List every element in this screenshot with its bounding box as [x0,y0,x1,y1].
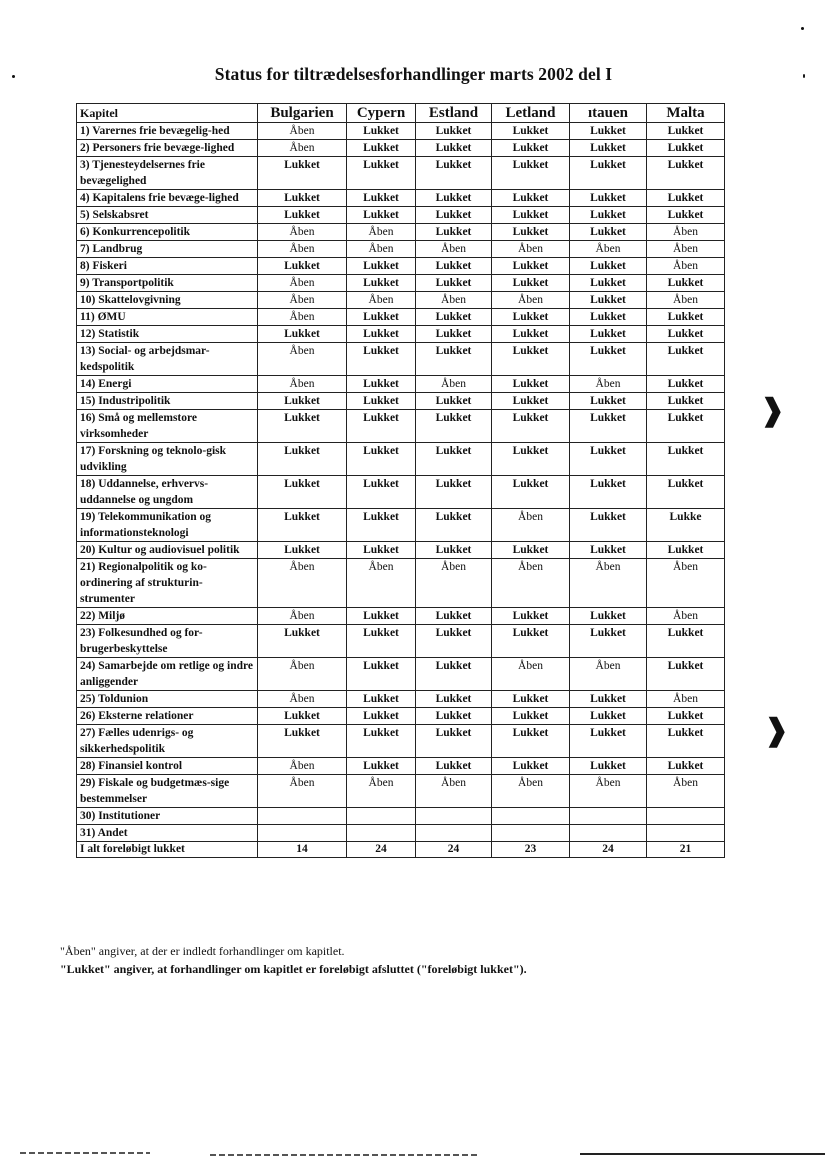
chapter-label: 20) Kultur og audiovisuel politik [77,542,258,559]
status-cell-cypern: Lukket [347,190,416,207]
status-cell-malta: Lukket [647,207,725,224]
status-cell-letland: Lukket [492,410,570,443]
footnote-lukket: "Lukket" angiver, at forhandlinger om kapitlet er foreløbigt afsluttet ("foreløbigt lukket"). [60,962,527,976]
status-cell-cypern: Lukket [347,410,416,443]
status-cell-letland: Lukket [492,157,570,190]
table-row [77,509,725,542]
total-cell-estland: 24 [416,842,492,858]
chapter-label: 26) Eksterne relationer [77,708,258,725]
status-cell-litauen: Lukket [570,309,647,326]
status-cell-litauen: Lukket [570,608,647,625]
status-cell-letland: Lukket [492,476,570,509]
total-label: I alt foreløbigt lukket [77,842,258,858]
status-cell-bulgarien: Lukket [258,393,347,410]
status-cell-bulgarien: Lukket [258,625,347,658]
status-cell-cypern: Lukket [347,542,416,559]
table-row [77,443,725,476]
status-cell-bulgarien [258,808,347,825]
status-cell-letland: Lukket [492,309,570,326]
status-cell-estland: Lukket [416,309,492,326]
status-cell-estland: Lukket [416,691,492,708]
status-cell-malta: Åben [647,241,725,258]
chapter-label: 16) Små og mellemstore virksomheder [77,410,258,443]
status-cell-malta: Lukket [647,275,725,292]
status-cell-cypern: Lukket [347,708,416,725]
status-cell-letland: Lukket [492,725,570,758]
chapter-label: 8) Fiskeri [77,258,258,275]
status-cell-letland: Lukket [492,275,570,292]
status-cell-cypern: Åben [347,224,416,241]
status-cell-estland: Lukket [416,258,492,275]
status-cell-litauen: Åben [570,241,647,258]
status-cell-malta: Åben [647,559,725,608]
punch-hole-mark: ❱ [760,394,786,427]
chapter-label: 11) ØMU [77,309,258,326]
status-cell-cypern: Lukket [347,275,416,292]
chapter-label: 4) Kapitalens frie bevæge-lighed [77,190,258,207]
status-cell-estland: Lukket [416,123,492,140]
chapter-label: 17) Forskning og teknolo-gisk udvikling [77,443,258,476]
status-cell-malta: Åben [647,691,725,708]
chapter-label: 23) Folkesundhed og for-brugerbeskyttelse [77,625,258,658]
status-cell-bulgarien: Lukket [258,326,347,343]
status-cell-cypern: Åben [347,292,416,309]
chapter-label: 27) Fælles udenrigs- og sikkerhedspolitik [77,725,258,758]
status-cell-letland: Lukket [492,207,570,224]
status-cell-bulgarien: Åben [258,292,347,309]
status-cell-litauen: Lukket [570,140,647,157]
status-cell-bulgarien: Åben [258,241,347,258]
status-cell-malta: Åben [647,608,725,625]
column-header-letland: Letland [492,104,570,123]
status-cell-cypern: Lukket [347,658,416,691]
status-cell-cypern: Lukket [347,443,416,476]
status-cell-estland: Lukket [416,658,492,691]
table-header-row [77,104,725,123]
status-cell-malta: Åben [647,258,725,275]
status-cell-estland: Lukket [416,625,492,658]
column-header-cypern: Cypern [347,104,416,123]
status-cell-malta [647,825,725,842]
punch-hole-mark: ❱ [764,714,790,747]
chapter-label: 3) Tjenesteydelsernes frie bevægelighed [77,157,258,190]
status-cell-malta: Lukket [647,708,725,725]
status-cell-litauen: Lukket [570,758,647,775]
table-row [77,758,725,775]
table-row [77,326,725,343]
status-cell-bulgarien: Åben [258,123,347,140]
status-cell-bulgarien: Lukket [258,476,347,509]
status-cell-litauen: Åben [570,775,647,808]
status-cell-letland: Åben [492,241,570,258]
status-cell-letland: Åben [492,292,570,309]
status-cell-litauen: Lukket [570,410,647,443]
status-cell-letland: Lukket [492,443,570,476]
chapter-label: 21) Regionalpolitik og ko-ordinering af strukturin-strumenter [77,559,258,608]
page-title: Status for tiltrædelsesforhandlinger marts 2002 del I [214,64,613,84]
table-row [77,625,725,658]
status-cell-estland: Lukket [416,224,492,241]
table-row [77,808,725,825]
footnote-aaben: "Åben" angiver, at der er indledt forhandlinger om kapitlet. [60,944,345,958]
table-row [77,207,725,224]
table-row [77,241,725,258]
status-cell-letland: Lukket [492,608,570,625]
status-cell-estland: Lukket [416,443,492,476]
status-cell-letland: Lukket [492,625,570,658]
status-cell-bulgarien: Lukket [258,509,347,542]
status-cell-estland: Lukket [416,157,492,190]
table-row [77,292,725,309]
status-cell-malta: Lukket [647,410,725,443]
status-cell-litauen: Lukket [570,157,647,190]
scan-speck [12,75,15,78]
chapter-label: 7) Landbrug [77,241,258,258]
status-cell-cypern: Lukket [347,476,416,509]
status-cell-estland [416,825,492,842]
status-cell-litauen: Lukket [570,725,647,758]
column-header-litauen: ıtauen [570,104,647,123]
status-cell-malta: Lukket [647,343,725,376]
status-cell-litauen: Lukket [570,190,647,207]
chapter-label: 6) Konkurrencepolitik [77,224,258,241]
status-cell-bulgarien: Lukket [258,207,347,224]
status-cell-estland: Lukket [416,410,492,443]
status-cell-litauen: Åben [570,376,647,393]
status-cell-litauen: Lukket [570,207,647,224]
table-row [77,393,725,410]
status-cell-letland: Lukket [492,190,570,207]
status-cell-cypern: Lukket [347,608,416,625]
status-cell-cypern: Åben [347,559,416,608]
status-cell-estland [416,808,492,825]
total-row [77,842,725,858]
status-cell-litauen: Lukket [570,542,647,559]
table-row [77,343,725,376]
chapter-label: 5) Selskabsret [77,207,258,224]
status-cell-letland: Lukket [492,542,570,559]
status-cell-malta: Lukket [647,542,725,559]
status-cell-litauen: Lukket [570,476,647,509]
status-cell-malta: Lukket [647,123,725,140]
scan-edge-line [210,1154,480,1156]
status-cell-cypern: Lukket [347,376,416,393]
table-row [77,708,725,725]
status-cell-bulgarien: Lukket [258,708,347,725]
status-cell-litauen: Lukket [570,258,647,275]
status-cell-bulgarien: Åben [258,559,347,608]
status-cell-litauen [570,808,647,825]
status-cell-letland: Lukket [492,758,570,775]
status-cell-letland: Åben [492,509,570,542]
status-cell-litauen: Lukket [570,708,647,725]
table-row [77,309,725,326]
status-cell-letland: Åben [492,559,570,608]
status-cell-cypern: Lukket [347,309,416,326]
status-cell-malta: Lukket [647,725,725,758]
total-cell-letland: 23 [492,842,570,858]
status-cell-litauen: Lukket [570,275,647,292]
status-cell-bulgarien [258,825,347,842]
chapter-label: 13) Social- og arbejdsmar-kedspolitik [77,343,258,376]
status-cell-bulgarien: Åben [258,658,347,691]
status-cell-bulgarien: Åben [258,309,347,326]
status-cell-litauen: Åben [570,559,647,608]
table-row [77,608,725,625]
table-row [77,559,725,608]
status-cell-cypern: Lukket [347,123,416,140]
status-cell-cypern [347,808,416,825]
status-cell-letland: Lukket [492,258,570,275]
status-cell-letland: Åben [492,658,570,691]
chapter-label: 9) Transportpolitik [77,275,258,292]
total-cell-cypern: 24 [347,842,416,858]
chapter-label: 22) Miljø [77,608,258,625]
status-cell-cypern: Lukket [347,343,416,376]
table-row [77,775,725,808]
status-cell-estland: Lukket [416,725,492,758]
status-cell-cypern: Lukket [347,140,416,157]
status-cell-bulgarien: Lukket [258,410,347,443]
status-cell-estland: Lukket [416,476,492,509]
chapter-label: 25) Toldunion [77,691,258,708]
column-header-kapitel: Kapitel [77,104,258,123]
status-cell-letland: Åben [492,775,570,808]
status-cell-estland: Lukket [416,207,492,224]
status-cell-litauen: Lukket [570,509,647,542]
status-cell-bulgarien: Åben [258,343,347,376]
status-cell-cypern: Lukket [347,157,416,190]
negotiation-status-table [76,103,725,858]
status-cell-letland: Lukket [492,708,570,725]
chapter-label: 10) Skattelovgivning [77,292,258,309]
status-cell-litauen: Lukket [570,123,647,140]
status-cell-cypern: Lukket [347,725,416,758]
chapter-label: 18) Uddannelse, erhvervs-uddannelse og ungdom [77,476,258,509]
status-cell-estland: Lukket [416,708,492,725]
table-row [77,658,725,691]
status-cell-estland: Åben [416,292,492,309]
status-cell-cypern: Lukket [347,625,416,658]
status-cell-estland: Åben [416,241,492,258]
status-cell-malta: Lukket [647,476,725,509]
status-cell-litauen: Lukket [570,393,647,410]
status-cell-malta: Lukket [647,376,725,393]
status-cell-bulgarien: Åben [258,275,347,292]
status-cell-letland [492,825,570,842]
table-row [77,825,725,842]
status-cell-bulgarien: Åben [258,224,347,241]
status-cell-estland: Lukket [416,509,492,542]
status-cell-bulgarien: Åben [258,376,347,393]
status-cell-cypern: Lukket [347,393,416,410]
chapter-label: 30) Institutioner [77,808,258,825]
column-header-estland: Estland [416,104,492,123]
status-cell-litauen: Lukket [570,443,647,476]
status-cell-malta: Lukket [647,758,725,775]
status-cell-cypern: Lukket [347,326,416,343]
status-cell-litauen: Lukket [570,343,647,376]
chapter-label: 24) Samarbejde om retlige og indre anliggender [77,658,258,691]
status-cell-estland: Lukket [416,190,492,207]
status-cell-litauen: Åben [570,658,647,691]
status-cell-estland: Lukket [416,140,492,157]
chapter-label: 29) Fiskale og budgetmæs-sige bestemmelser [77,775,258,808]
table-row [77,725,725,758]
status-cell-malta: Lukket [647,157,725,190]
status-cell-bulgarien: Lukket [258,725,347,758]
status-cell-estland: Åben [416,376,492,393]
status-cell-malta: Lukket [647,190,725,207]
status-cell-cypern: Lukket [347,207,416,224]
status-cell-estland: Lukket [416,326,492,343]
chapter-label: 12) Statistik [77,326,258,343]
status-cell-litauen [570,825,647,842]
status-cell-cypern [347,825,416,842]
status-cell-cypern: Lukket [347,758,416,775]
status-cell-letland: Lukket [492,691,570,708]
status-cell-letland: Lukket [492,393,570,410]
status-cell-malta: Lukke [647,509,725,542]
table-row [77,376,725,393]
status-cell-malta: Åben [647,224,725,241]
status-cell-bulgarien: Lukket [258,190,347,207]
table-row [77,190,725,207]
status-cell-letland: Lukket [492,326,570,343]
status-cell-estland: Lukket [416,542,492,559]
scan-edge-line [20,1152,150,1154]
status-cell-bulgarien: Åben [258,758,347,775]
table-row [77,258,725,275]
table-row [77,140,725,157]
status-cell-bulgarien: Lukket [258,258,347,275]
chapter-label: 19) Telekommunikation og informationsteknologi [77,509,258,542]
chapter-label: 28) Finansiel kontrol [77,758,258,775]
status-cell-letland: Lukket [492,224,570,241]
status-cell-bulgarien: Åben [258,608,347,625]
status-cell-cypern: Åben [347,775,416,808]
status-cell-letland: Lukket [492,140,570,157]
total-cell-bulgarien: 14 [258,842,347,858]
status-cell-litauen: Lukket [570,691,647,708]
status-cell-estland: Lukket [416,758,492,775]
table-row [77,691,725,708]
status-cell-litauen: Lukket [570,292,647,309]
table-row [77,224,725,241]
table-row [77,542,725,559]
status-cell-estland: Lukket [416,275,492,292]
status-cell-malta: Åben [647,775,725,808]
scan-edge-line [580,1153,825,1155]
status-cell-letland: Lukket [492,343,570,376]
table-row [77,476,725,509]
status-cell-malta: Lukket [647,326,725,343]
table-row [77,410,725,443]
status-cell-litauen: Lukket [570,224,647,241]
status-cell-bulgarien: Åben [258,691,347,708]
status-cell-malta: Lukket [647,140,725,157]
status-cell-malta [647,808,725,825]
table-row [77,123,725,140]
status-cell-cypern: Lukket [347,258,416,275]
status-cell-bulgarien: Lukket [258,542,347,559]
status-cell-estland: Lukket [416,343,492,376]
chapter-label: 14) Energi [77,376,258,393]
status-cell-bulgarien: Åben [258,775,347,808]
chapter-label: 31) Andet [77,825,258,842]
chapter-label: 15) Industripolitik [77,393,258,410]
scan-speck [801,27,804,30]
status-cell-malta: Lukket [647,393,725,410]
status-cell-malta: Lukket [647,625,725,658]
status-cell-estland: Åben [416,559,492,608]
status-cell-cypern: Åben [347,241,416,258]
chapter-label: 2) Personers frie bevæge-lighed [77,140,258,157]
column-header-bulgarien: Bulgarien [258,104,347,123]
status-cell-bulgarien: Åben [258,140,347,157]
column-header-malta: Malta [647,104,725,123]
status-cell-cypern: Lukket [347,691,416,708]
scan-speck [803,74,805,78]
status-cell-bulgarien: Lukket [258,157,347,190]
status-cell-bulgarien: Lukket [258,443,347,476]
status-cell-litauen: Lukket [570,326,647,343]
status-cell-letland: Lukket [492,123,570,140]
status-cell-litauen: Lukket [570,625,647,658]
status-cell-malta: Lukket [647,309,725,326]
total-cell-litauen: 24 [570,842,647,858]
status-cell-estland: Lukket [416,608,492,625]
status-cell-letland [492,808,570,825]
status-cell-malta: Lukket [647,658,725,691]
status-cell-estland: Åben [416,775,492,808]
table-row [77,157,725,190]
table-row [77,275,725,292]
status-cell-malta: Åben [647,292,725,309]
status-cell-estland: Lukket [416,393,492,410]
status-cell-letland: Lukket [492,376,570,393]
chapter-label: 1) Varernes frie bevægelig-hed [77,123,258,140]
status-cell-malta: Lukket [647,443,725,476]
total-cell-malta: 21 [647,842,725,858]
status-cell-cypern: Lukket [347,509,416,542]
